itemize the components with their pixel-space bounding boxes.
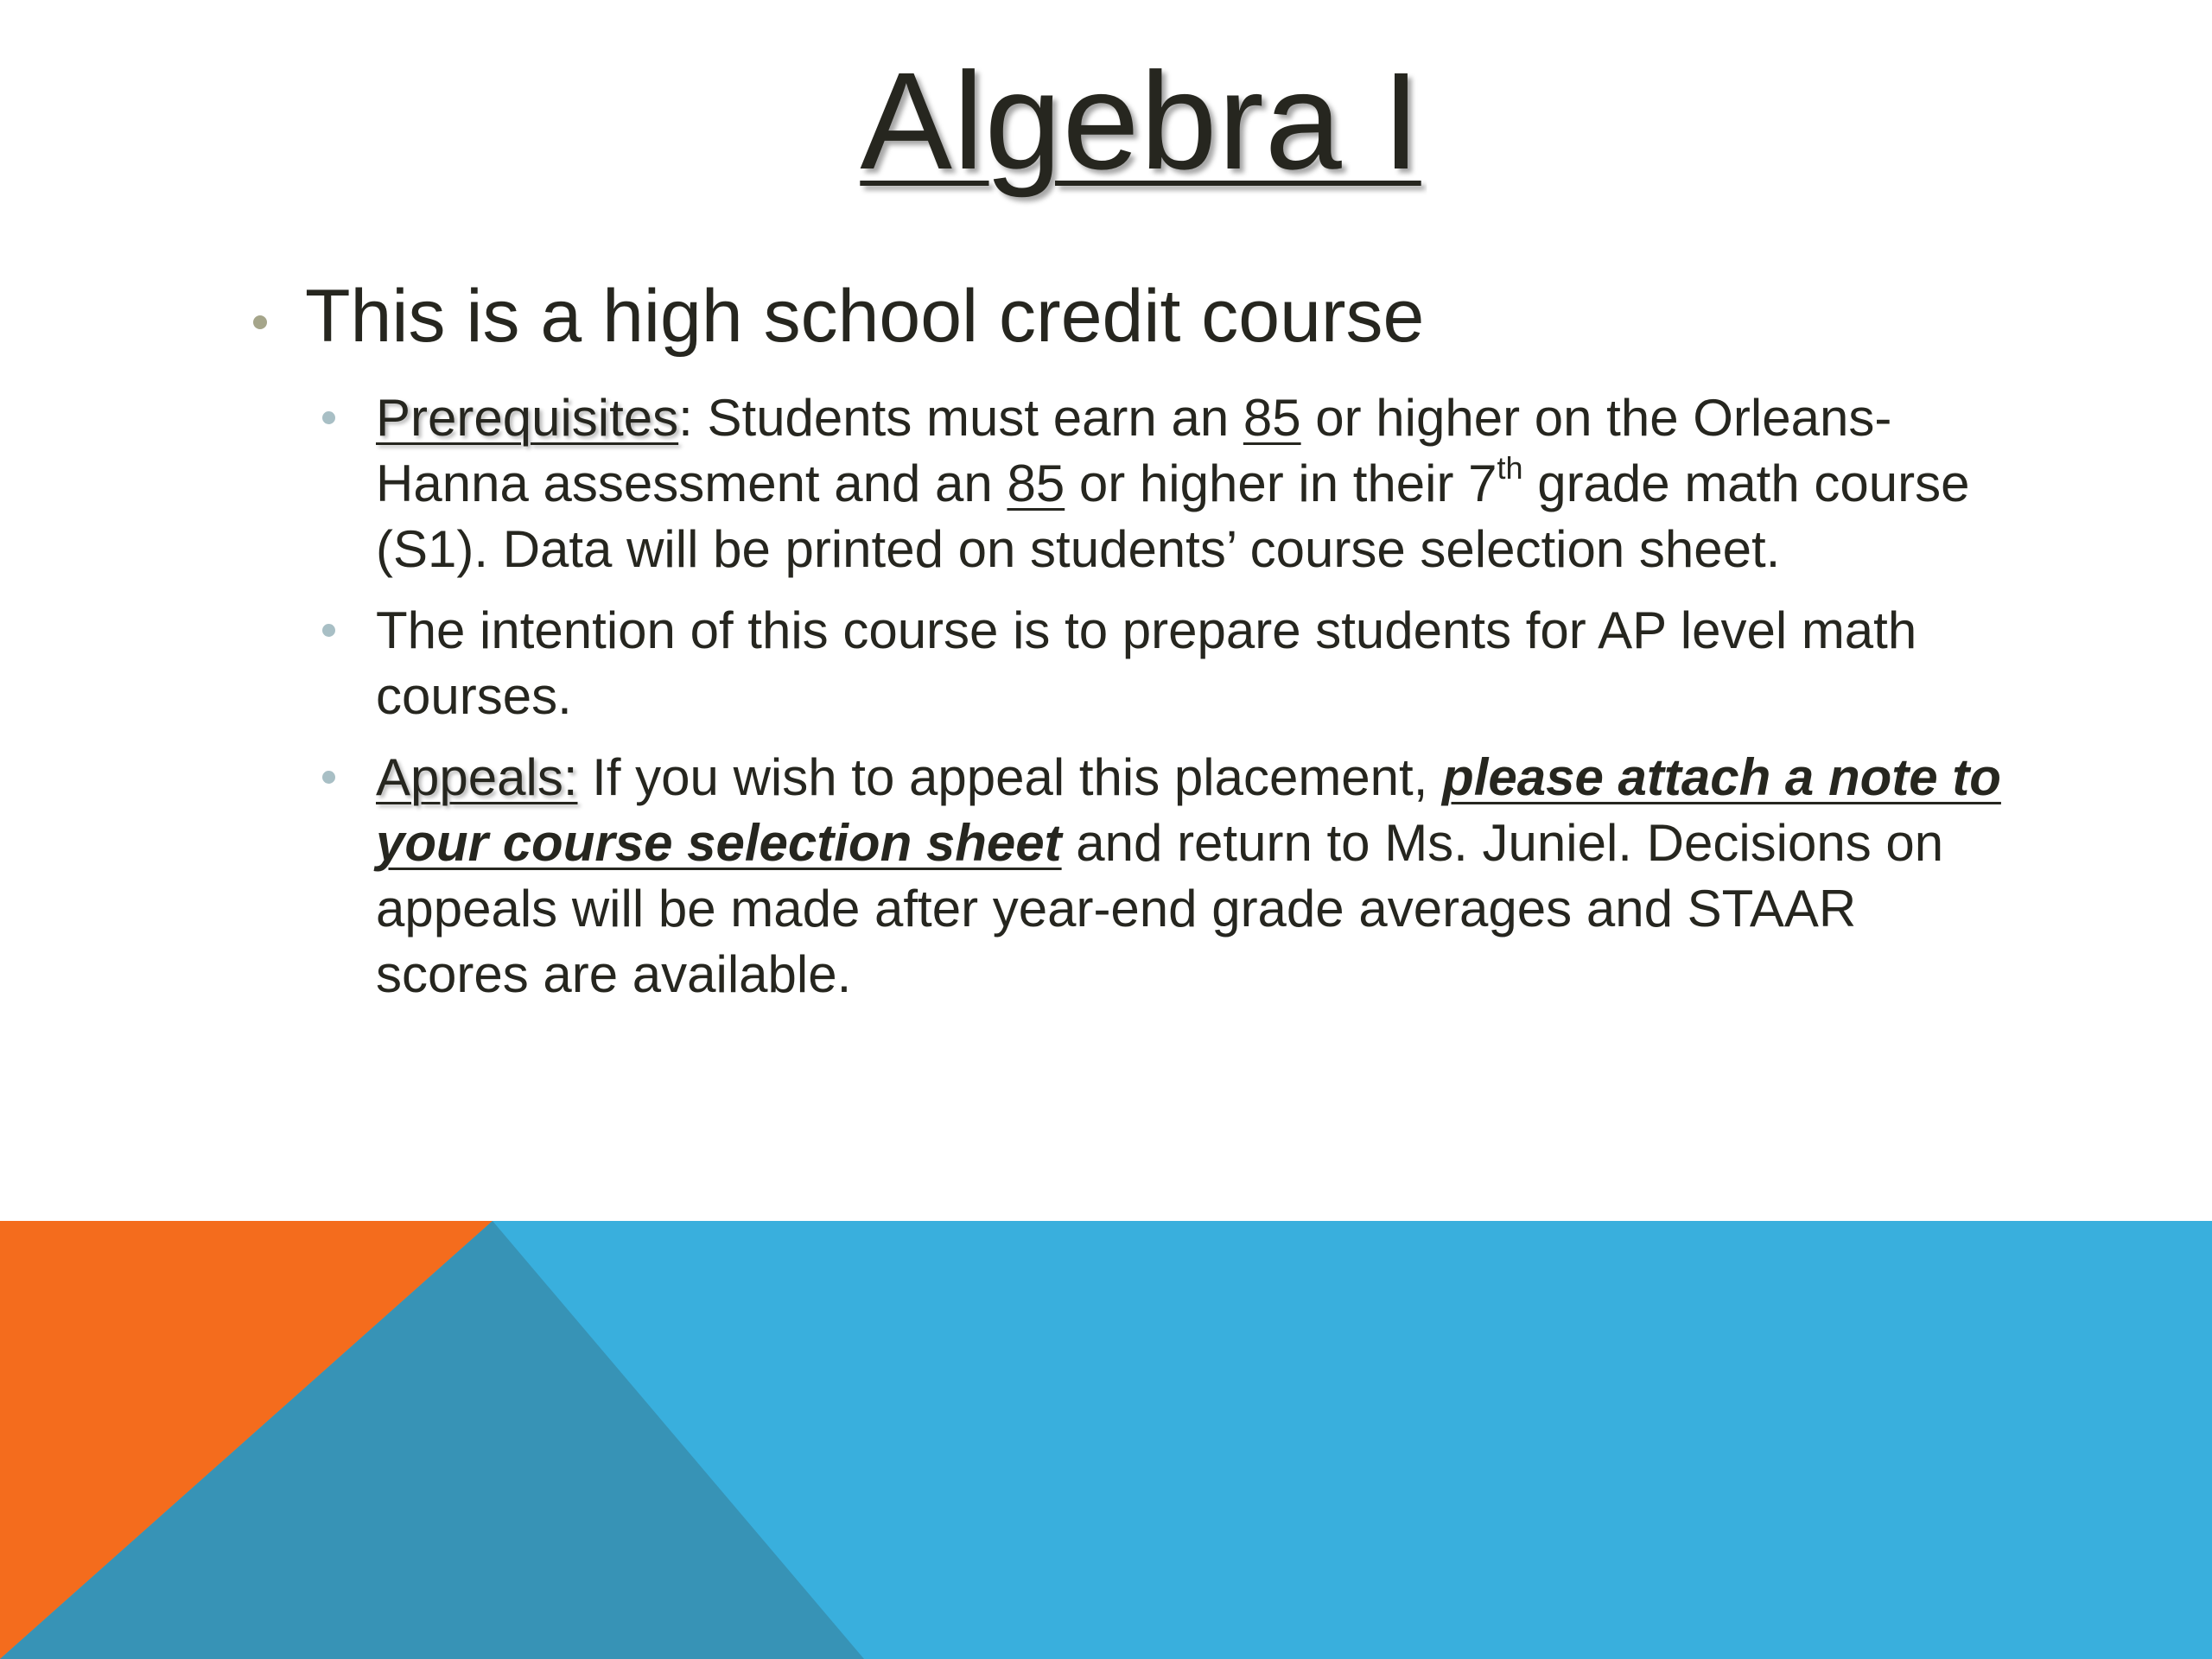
bullet-dot-icon (253, 315, 267, 329)
slide-content (246, 272, 2009, 1023)
appeals-label: Appeals: (376, 748, 578, 807)
main-bullet-text: This is a high school credit course (305, 275, 1425, 358)
slide-title-text: Algebra I (860, 43, 1421, 198)
slide-title (0, 43, 2212, 198)
bullet-dot-icon (322, 624, 335, 637)
prerequisites-superscript: th (1497, 450, 1523, 486)
appeals-emphasis: please attach a note to your course selection sheet (376, 748, 2001, 873)
prerequisites-score-2: 85 (1007, 454, 1065, 513)
bullet-dot-icon (322, 411, 335, 424)
sub-bullet-appeals (376, 745, 2009, 1007)
prerequisites-text-4: grade math course (S1). Data will be printed on students’ course selection sheet. (376, 454, 1970, 579)
main-bullet (246, 272, 2009, 361)
bullet-dot-icon (322, 771, 335, 784)
prerequisites-colon: : (678, 389, 693, 448)
appeals-text-2: and return to Ms. Juniel. Decisions on appeals will be made after year-end grade averages and STAAR scores are available. (376, 814, 1944, 1004)
decorative-footer-band (0, 1221, 2212, 1659)
prerequisites-score-1: 85 (1243, 389, 1301, 448)
sub-bullet-intention (376, 598, 2009, 729)
prerequisites-text-1: Students must earn an (692, 389, 1243, 448)
sub-bullet-list (246, 385, 2009, 1007)
prerequisites-text-2: or higher on the Orleans-Hanna assessment and an (376, 389, 1892, 513)
appeals-text-1: If you wish to appeal this placement, (577, 748, 1443, 807)
sub-bullet-prerequisites (376, 385, 2009, 582)
intention-text: The intention of this course is to prepare students for AP level math courses. (376, 601, 1917, 726)
prerequisites-label: Prerequisites (376, 389, 679, 448)
prerequisites-text-3: or higher in their 7 (1065, 454, 1497, 513)
